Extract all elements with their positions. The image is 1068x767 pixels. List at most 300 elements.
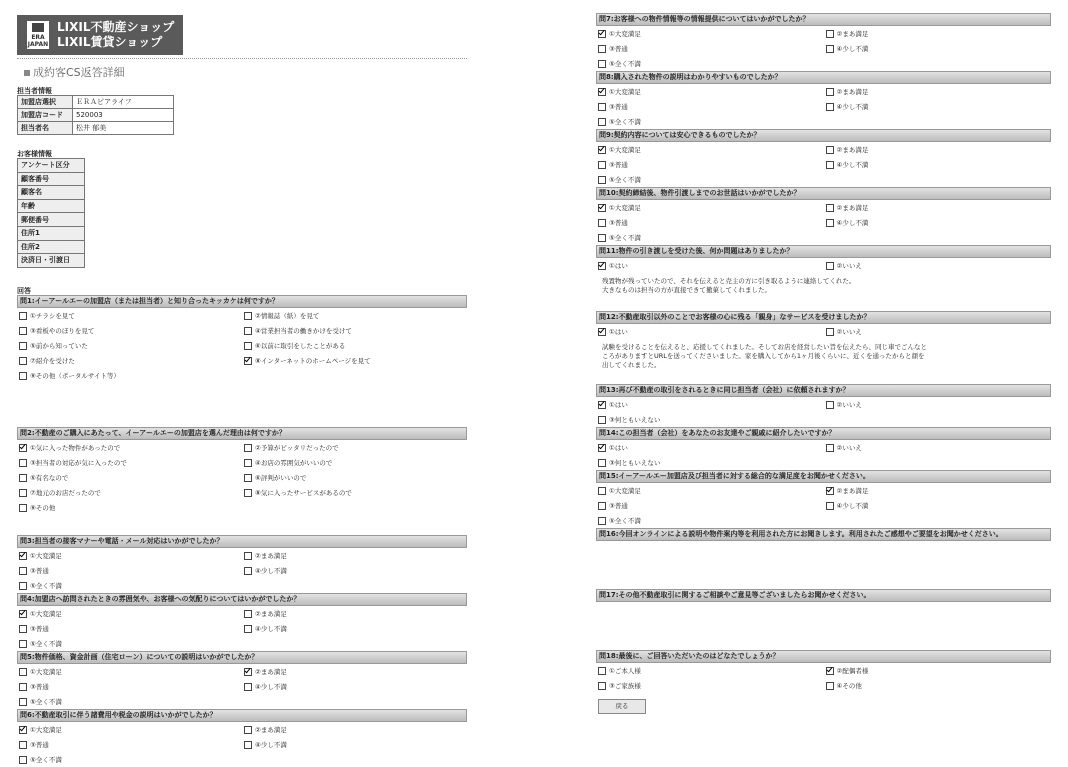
answer-option xyxy=(596,397,824,412)
questions-right-column xyxy=(596,13,1051,693)
checkbox-icon[interactable] xyxy=(826,161,834,169)
checkbox-icon[interactable] xyxy=(598,459,606,467)
staff-row xyxy=(18,109,174,122)
checkbox-icon[interactable] xyxy=(598,219,606,227)
option-grid xyxy=(17,664,467,709)
option-grid xyxy=(596,142,1051,187)
answer-option xyxy=(596,56,824,71)
checkbox-icon[interactable] xyxy=(598,234,606,242)
header-divider xyxy=(17,58,467,59)
answer-option xyxy=(17,694,242,709)
checkbox-icon[interactable] xyxy=(244,489,252,497)
answer-option xyxy=(17,679,242,694)
option-label: ①はい xyxy=(609,444,628,452)
option-label: ③看板やのぼりを見て xyxy=(30,327,95,335)
option-label: ③普通 xyxy=(609,502,628,510)
option-label: ⑤全く不満 xyxy=(30,698,62,706)
checkbox-icon[interactable] xyxy=(19,567,27,575)
question-block xyxy=(17,593,467,651)
answer-option xyxy=(824,678,1052,693)
checkbox-icon[interactable] xyxy=(244,474,252,482)
option-label: ②まあ満足 xyxy=(836,204,869,212)
checkbox-icon[interactable] xyxy=(244,444,252,452)
option-label: ③担当者の対応が気に入ったので xyxy=(30,459,127,467)
checked-checkbox-icon[interactable] xyxy=(598,401,606,409)
option-label: ①大変満足 xyxy=(609,204,641,212)
questions-left-column xyxy=(17,295,467,767)
option-label: ④少し不満 xyxy=(836,103,869,111)
answer-option xyxy=(824,142,1052,157)
checked-checkbox-icon[interactable] xyxy=(19,444,27,452)
checked-checkbox-icon[interactable] xyxy=(19,610,27,618)
answer-option xyxy=(824,498,1052,513)
checkbox-icon[interactable] xyxy=(598,103,606,111)
option-label: ③普通 xyxy=(30,683,49,691)
checkbox-icon[interactable] xyxy=(19,741,27,749)
checked-checkbox-icon[interactable] xyxy=(19,552,27,560)
checkbox-icon[interactable] xyxy=(598,487,606,495)
option-label: ②情報誌（紙）を見て xyxy=(255,312,320,320)
option-label: ①はい xyxy=(609,262,628,270)
checkbox-icon[interactable] xyxy=(826,45,834,53)
staff-key: 加盟店コード xyxy=(18,109,73,122)
option-label: ①大変満足 xyxy=(609,487,641,495)
option-label: ①チラシを見て xyxy=(30,312,75,320)
question-block xyxy=(596,129,1051,187)
answer-option xyxy=(242,737,467,752)
checkbox-icon[interactable] xyxy=(598,416,606,424)
question-header: 問14:この担当者（会社）をあなたのお友達やご親戚に紹介したいですか？ xyxy=(596,427,1051,440)
customer-key: 年齢 xyxy=(18,199,85,213)
answer-option xyxy=(824,84,1052,99)
customer-key: 郵便番号 xyxy=(18,213,85,227)
checked-checkbox-icon[interactable] xyxy=(826,487,834,495)
checkbox-icon[interactable] xyxy=(598,118,606,126)
option-label: ⑤全く不満 xyxy=(609,176,641,184)
option-grid xyxy=(596,26,1051,71)
question-header: 問11:物件の引き渡しを受けた後、何か問題はありましたか？ xyxy=(596,245,1051,258)
checkbox-icon[interactable] xyxy=(244,741,252,749)
question-block xyxy=(17,709,467,767)
checkbox-icon[interactable] xyxy=(598,60,606,68)
question-header: 問1:イーアールエーの加盟店（または担当者）と知り合ったキッカケは何ですか？ xyxy=(17,295,467,308)
answer-option xyxy=(242,563,467,578)
customer-row xyxy=(18,172,85,186)
checkbox-icon[interactable] xyxy=(244,342,252,350)
staff-value: ＥＲＡピアライフ xyxy=(73,96,174,109)
checkbox-icon[interactable] xyxy=(244,625,252,633)
checkbox-icon[interactable] xyxy=(244,683,252,691)
option-label: ①大変満足 xyxy=(30,726,62,734)
option-grid xyxy=(17,606,467,651)
checkbox-icon[interactable] xyxy=(598,682,606,690)
option-label: ①気に入った物件があったので xyxy=(30,444,121,452)
option-label: ②配偶者様 xyxy=(836,667,869,675)
option-label: ④少し不満 xyxy=(836,219,869,227)
checked-checkbox-icon[interactable] xyxy=(598,88,606,96)
option-label: ④少し不満 xyxy=(255,567,287,575)
answer-option xyxy=(17,578,242,593)
customer-key: アンケート区分 xyxy=(18,159,85,173)
customer-key: 顧客名 xyxy=(18,186,85,200)
customer-key: 決済日・引渡日 xyxy=(18,254,85,268)
checkbox-icon[interactable] xyxy=(826,204,834,212)
title-bullet-icon xyxy=(24,70,30,76)
checkbox-icon[interactable] xyxy=(19,683,27,691)
answer-option xyxy=(17,737,242,752)
checkbox-icon[interactable] xyxy=(244,567,252,575)
answer-option xyxy=(596,483,824,498)
answer-option xyxy=(242,679,467,694)
option-label: ⑧気に入ったサービスがあるので xyxy=(255,489,352,497)
checkbox-icon[interactable] xyxy=(244,726,252,734)
checkbox-icon[interactable] xyxy=(19,698,27,706)
question-block xyxy=(596,384,1051,427)
answer-option xyxy=(242,606,467,621)
option-grid xyxy=(596,258,1051,273)
free-text-answer: 残置物が残っていたので、それを伝えると売主の方に引き取るように連絡してくれた。 大きなものは担当の方が直接できて撤菓してくれました。 xyxy=(602,277,856,294)
customer-row xyxy=(18,226,85,240)
option-label: ③普通 xyxy=(30,741,49,749)
answer-option xyxy=(824,99,1052,114)
option-label: ③普通 xyxy=(609,219,628,227)
checkbox-icon[interactable] xyxy=(19,756,27,764)
answer-option xyxy=(596,498,824,513)
answer-option xyxy=(17,621,242,636)
answer-option xyxy=(824,200,1052,215)
checkbox-icon[interactable] xyxy=(826,444,834,452)
option-label: ③普通 xyxy=(609,161,628,169)
answer-option xyxy=(596,258,824,273)
option-label: ⑤全く不満 xyxy=(30,640,62,648)
question-block xyxy=(596,13,1051,71)
staff-table xyxy=(17,95,174,135)
era-logo-sub: JAPAN xyxy=(27,40,49,48)
option-label: ②まあ満足 xyxy=(836,88,869,96)
question-block xyxy=(596,71,1051,129)
option-label: ⑤全く不満 xyxy=(609,60,641,68)
answer-option xyxy=(242,722,467,737)
option-label: ③普通 xyxy=(609,45,628,53)
option-label: ⑤全く不満 xyxy=(30,582,62,590)
question-header: 問4:加盟店へ訪問されたときの雰囲気や、お客様への気配りについてはいかがでしたか？ xyxy=(17,593,467,606)
question-block xyxy=(17,535,467,593)
answer-option xyxy=(596,324,824,339)
answer-option xyxy=(242,548,467,563)
option-label: ②まあ満足 xyxy=(255,668,287,676)
question-block xyxy=(596,187,1051,245)
checkbox-icon[interactable] xyxy=(19,342,27,350)
option-grid xyxy=(596,84,1051,129)
answer-option xyxy=(824,26,1052,41)
checkbox-icon[interactable] xyxy=(19,372,27,380)
checkbox-icon[interactable] xyxy=(19,312,27,320)
answer-option xyxy=(596,41,824,56)
answer-option xyxy=(242,470,467,485)
option-label: ②まあ満足 xyxy=(255,610,287,618)
answer-option xyxy=(596,142,824,157)
lixil-logo xyxy=(17,15,183,55)
option-grid xyxy=(596,483,1051,528)
checked-checkbox-icon[interactable] xyxy=(598,328,606,336)
checkbox-icon[interactable] xyxy=(244,312,252,320)
staff-key: 加盟店選択 xyxy=(18,96,73,109)
answer-option xyxy=(824,324,1052,339)
option-grid xyxy=(17,440,467,515)
checked-checkbox-icon[interactable] xyxy=(244,357,252,365)
question-header: 問8:購入された物件の説明はわかりやすいものでしたか？ xyxy=(596,71,1051,84)
answer-option xyxy=(824,483,1052,498)
page-title xyxy=(24,64,125,80)
option-label: ⑨その他 xyxy=(30,504,56,512)
customer-row xyxy=(18,254,85,268)
checkbox-icon[interactable] xyxy=(826,88,834,96)
option-label: ⑤全く不満 xyxy=(609,234,641,242)
answer-option xyxy=(242,664,467,679)
option-label: ④少し不満 xyxy=(255,625,287,633)
checkbox-icon[interactable] xyxy=(598,45,606,53)
option-label: ①大変満足 xyxy=(30,668,62,676)
answer-option xyxy=(596,663,824,678)
checkbox-icon[interactable] xyxy=(19,357,27,365)
answer-option xyxy=(824,157,1052,172)
checkbox-icon[interactable] xyxy=(19,474,27,482)
answer-option xyxy=(17,338,242,353)
checked-checkbox-icon[interactable] xyxy=(244,668,252,676)
option-label: ②いいえ xyxy=(836,328,862,336)
option-label: ①はい xyxy=(609,328,628,336)
option-label: ⑤全く不満 xyxy=(30,756,62,764)
option-label: ②まあ満足 xyxy=(836,146,869,154)
question-block xyxy=(596,245,1051,311)
question-block xyxy=(17,427,467,535)
option-grid xyxy=(596,440,1051,470)
checked-checkbox-icon[interactable] xyxy=(598,30,606,38)
answer-option xyxy=(824,663,1052,678)
customer-key: 顧客番号 xyxy=(18,172,85,186)
checkbox-icon[interactable] xyxy=(826,401,834,409)
answer-option xyxy=(242,440,467,455)
shop-name-1: LIXIL不動産ショップ xyxy=(57,20,175,34)
option-label: ⑥評判がいいので xyxy=(255,474,307,482)
option-label: ④営業担当者の働きかけを受けて xyxy=(255,327,352,335)
answer-option xyxy=(17,353,242,368)
shop-name-2: LIXIL賃貸ショップ xyxy=(57,35,163,49)
answer-option xyxy=(17,368,242,383)
option-grid xyxy=(17,308,467,383)
checkbox-icon[interactable] xyxy=(19,489,27,497)
answer-option xyxy=(17,440,242,455)
answer-option xyxy=(17,636,242,651)
checkbox-icon[interactable] xyxy=(19,668,27,676)
era-logo-text: ERA xyxy=(31,33,45,41)
checkbox-icon[interactable] xyxy=(598,517,606,525)
page-title-text: 成約客CS返答詳細 xyxy=(33,66,125,79)
answer-option xyxy=(596,99,824,114)
checkbox-icon[interactable] xyxy=(244,610,252,618)
question-header: 問7:お客様への物件情報等の情報提供についてはいかがでしたか？ xyxy=(596,13,1051,26)
answer-option xyxy=(824,215,1052,230)
answer-option xyxy=(596,26,824,41)
staff-row xyxy=(18,122,174,135)
checkbox-icon[interactable] xyxy=(598,502,606,510)
answer-option xyxy=(596,200,824,215)
question-header: 問2:不動産のご購入にあたって、イーアールエーの加盟店を選んだ理由は何ですか？ xyxy=(17,427,467,440)
answer-option xyxy=(824,258,1052,273)
customer-key: 住所2 xyxy=(18,240,85,254)
option-label: ②いいえ xyxy=(836,401,862,409)
option-label: ③普通 xyxy=(30,625,49,633)
customer-row xyxy=(18,240,85,254)
customer-table xyxy=(17,158,85,268)
option-label: ①大変満足 xyxy=(609,146,641,154)
answer-option xyxy=(824,41,1052,56)
answer-option xyxy=(242,353,467,368)
option-grid xyxy=(596,324,1051,339)
option-label: ⑤有名なので xyxy=(30,474,69,482)
checkbox-icon[interactable] xyxy=(598,667,606,675)
customer-row xyxy=(18,213,85,227)
question-block xyxy=(17,651,467,709)
question-header: 問18:最後に、ご回答いただいたのはどなたでしょうか？ xyxy=(596,650,1051,663)
staff-row xyxy=(18,96,174,109)
answer-option xyxy=(596,440,824,455)
option-label: ⑧インターネットのホームページを見て xyxy=(255,357,371,365)
checked-checkbox-icon[interactable] xyxy=(598,262,606,270)
checkbox-icon[interactable] xyxy=(244,459,252,467)
option-label: ④その他 xyxy=(836,682,862,690)
answer-option xyxy=(242,485,467,500)
checked-checkbox-icon[interactable] xyxy=(826,667,834,675)
answer-option xyxy=(242,621,467,636)
checkbox-icon[interactable] xyxy=(244,552,252,560)
option-label: ④少し不満 xyxy=(836,45,869,53)
answer-option xyxy=(17,455,242,470)
checkbox-icon[interactable] xyxy=(19,327,27,335)
checkbox-icon[interactable] xyxy=(244,327,252,335)
checkbox-icon[interactable] xyxy=(826,219,834,227)
answer-option xyxy=(17,308,242,323)
checkbox-icon[interactable] xyxy=(598,176,606,184)
answer-option xyxy=(596,678,824,693)
answer-option xyxy=(242,455,467,470)
answer-option xyxy=(17,664,242,679)
answer-option xyxy=(596,455,824,470)
checkbox-icon[interactable] xyxy=(598,161,606,169)
checkbox-icon[interactable] xyxy=(826,30,834,38)
option-label: ②いいえ xyxy=(836,444,862,452)
option-label: ③何ともいえない xyxy=(609,459,661,467)
customer-row xyxy=(18,159,85,173)
option-label: ①大変満足 xyxy=(609,88,641,96)
answer-option xyxy=(596,84,824,99)
answer-option xyxy=(596,513,824,528)
question-block xyxy=(596,470,1051,528)
customer-section-title: お客様情報 xyxy=(17,150,52,158)
option-label: ④少し不満 xyxy=(255,741,287,749)
option-label: ①ご本人様 xyxy=(609,667,641,675)
answer-option xyxy=(596,215,824,230)
answers-title: 回答 xyxy=(17,287,31,295)
option-grid xyxy=(596,200,1051,245)
checked-checkbox-icon[interactable] xyxy=(19,726,27,734)
question-header: 問9:契約内容については安心できるものでしたか？ xyxy=(596,129,1051,142)
option-label: ④少し不満 xyxy=(836,161,869,169)
checkbox-icon[interactable] xyxy=(826,682,834,690)
option-label: ⑤前から知っていた xyxy=(30,342,88,350)
answer-option xyxy=(17,752,242,767)
answer-option xyxy=(596,157,824,172)
option-label: ①大変満足 xyxy=(30,552,62,560)
option-label: ⑤全く不満 xyxy=(609,118,641,126)
option-label: ②まあ満足 xyxy=(836,487,869,495)
answer-option xyxy=(596,412,824,427)
option-label: ③何ともいえない xyxy=(609,416,661,424)
question-header: 問10:契約締結後、物件引渡しまでのお世話はいかがでしたか？ xyxy=(596,187,1051,200)
question-block xyxy=(596,311,1051,384)
checkbox-icon[interactable] xyxy=(19,625,27,633)
option-label: ②まあ満足 xyxy=(255,726,287,734)
answer-option xyxy=(17,722,242,737)
question-block xyxy=(596,589,1051,650)
back-button[interactable]: 戻る xyxy=(598,699,646,714)
checkbox-icon[interactable] xyxy=(19,640,27,648)
checkbox-icon[interactable] xyxy=(19,459,27,467)
checkbox-icon[interactable] xyxy=(19,582,27,590)
question-block xyxy=(596,650,1051,693)
question-header: 問13:再び不動産の取引をされるときに同じ担当者（会社）に依頼されますか？ xyxy=(596,384,1051,397)
option-label: ①大変満足 xyxy=(30,610,62,618)
question-header: 問15:イーアールエー加盟店及び担当者に対する総合的な満足度をお聞かせください。 xyxy=(596,470,1051,483)
checked-checkbox-icon[interactable] xyxy=(598,204,606,212)
answer-option xyxy=(824,440,1052,455)
checked-checkbox-icon[interactable] xyxy=(598,444,606,452)
option-label: ④お店の雰囲気がいいので xyxy=(255,459,333,467)
option-grid xyxy=(17,548,467,593)
staff-section-title: 担当者情報 xyxy=(17,87,52,95)
option-grid xyxy=(17,722,467,767)
option-label: ③ご家族様 xyxy=(609,682,641,690)
option-label: ②いいえ xyxy=(836,262,862,270)
answer-option xyxy=(17,563,242,578)
option-label: ②まあ満足 xyxy=(255,552,287,560)
question-header: 問6:不動産取引に伴う諸費用や税金の説明はいかがでしたか？ xyxy=(17,709,467,722)
answer-option xyxy=(17,470,242,485)
staff-key: 担当者名 xyxy=(18,122,73,135)
option-label: ②予算がピッタリだったので xyxy=(255,444,339,452)
answer-option xyxy=(824,397,1052,412)
staff-value: 松井 郁美 xyxy=(73,122,174,135)
option-label: ③普通 xyxy=(609,103,628,111)
option-label: ④少し不満 xyxy=(836,502,869,510)
checkbox-icon[interactable] xyxy=(826,502,834,510)
option-label: ⑦地元のお店だったので xyxy=(30,489,101,497)
answer-option xyxy=(17,606,242,621)
answer-option xyxy=(17,500,242,515)
checkbox-icon[interactable] xyxy=(826,262,834,270)
answer-option xyxy=(242,338,467,353)
checkbox-icon[interactable] xyxy=(826,146,834,154)
checked-checkbox-icon[interactable] xyxy=(598,146,606,154)
option-label: ①大変満足 xyxy=(609,30,641,38)
answer-option xyxy=(242,323,467,338)
question-header: 問17:その他不動産取引に関するご相談やご意見等ございましたらお聞かせください。 xyxy=(596,589,1051,602)
checkbox-icon[interactable] xyxy=(826,328,834,336)
checkbox-icon[interactable] xyxy=(19,504,27,512)
answer-option xyxy=(596,114,824,129)
checkbox-icon[interactable] xyxy=(826,103,834,111)
question-block xyxy=(596,528,1051,589)
